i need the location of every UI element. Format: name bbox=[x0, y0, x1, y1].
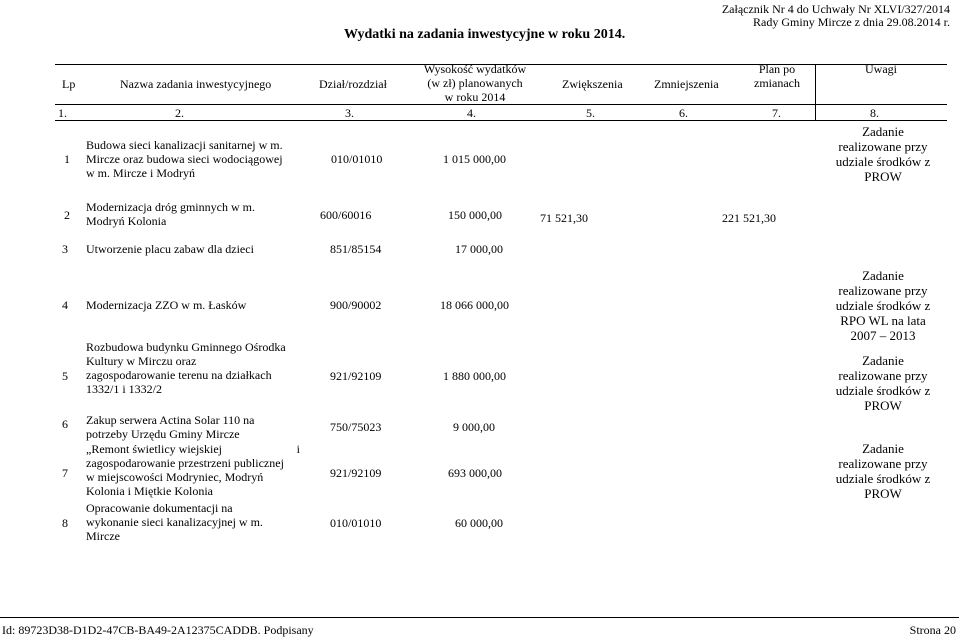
row4-notes-line5: 2007 – 2013 bbox=[850, 328, 916, 343]
row5-notes-line1: Zadanie bbox=[862, 353, 904, 368]
row3-lp: 3 bbox=[62, 242, 68, 256]
row1-division: 010/01010 bbox=[331, 152, 383, 166]
row6-lp: 6 bbox=[62, 417, 68, 431]
row4-amount: 18 066 000,00 bbox=[440, 298, 509, 312]
page-title: Wydatki na zadania inwestycyjne w roku 2014. bbox=[344, 27, 626, 42]
col-number-5: 5. bbox=[586, 106, 595, 120]
row7-amount: 693 000,00 bbox=[448, 466, 502, 480]
row3-division: 851/85154 bbox=[330, 242, 382, 256]
col-header-increase: Zwiększenia bbox=[562, 77, 623, 91]
row7-notes-line4: PROW bbox=[864, 486, 902, 501]
numbers-bottom-rule bbox=[55, 120, 947, 121]
row7-notes-line2: realizowane przy bbox=[838, 456, 928, 471]
row5-name bbox=[86, 340, 286, 396]
row7-name-line3: w miejscowości Modryniec, Modryń bbox=[86, 470, 264, 484]
row7-notes bbox=[820, 441, 946, 501]
row4-lp: 4 bbox=[62, 298, 68, 312]
row4-notes-line3: udziale środków z bbox=[835, 298, 931, 313]
row6-amount: 9 000,00 bbox=[453, 420, 495, 434]
row7-name bbox=[86, 442, 300, 498]
row5-division: 921/92109 bbox=[330, 369, 382, 383]
col-header-amount-line3: w roku 2014 bbox=[444, 90, 506, 104]
row5-notes-line4: PROW bbox=[864, 398, 902, 413]
col-header-amount-line2: (w zł) planowanych bbox=[427, 76, 523, 90]
col-header-after-line2: zmianach bbox=[754, 76, 800, 90]
row5-notes bbox=[820, 353, 946, 413]
col-header-amount bbox=[415, 62, 535, 104]
col-number-1: 1. bbox=[58, 106, 67, 120]
header-bottom-rule bbox=[55, 104, 947, 105]
col-number-7: 7. bbox=[772, 106, 781, 120]
row1-amount: 1 015 000,00 bbox=[443, 152, 506, 166]
row4-notes-line1: Zadanie bbox=[862, 268, 904, 283]
row4-name: Modernizacja ZZO w m. Łasków bbox=[86, 298, 247, 312]
row1-name-line2: Mircze oraz budowa sieci wodociągowej bbox=[86, 152, 283, 166]
col-header-division: Dział/rozdział bbox=[319, 77, 387, 91]
row6-division: 750/75023 bbox=[330, 420, 382, 434]
col-number-4: 4. bbox=[467, 106, 476, 120]
row2-amount: 150 000,00 bbox=[448, 208, 502, 222]
row6-name-line1: Zakup serwera Actina Solar 110 na bbox=[86, 413, 255, 427]
row5-amount: 1 880 000,00 bbox=[443, 369, 506, 383]
row7-name-line1b: i bbox=[296, 442, 300, 456]
row7-division: 921/92109 bbox=[330, 466, 382, 480]
row7-name-line1-row bbox=[86, 442, 300, 456]
row1-name-line3: w m. Mircze i Modryń bbox=[86, 166, 195, 180]
row4-notes-line2: realizowane przy bbox=[838, 283, 928, 298]
row4-division: 900/90002 bbox=[330, 298, 382, 312]
row5-lp: 5 bbox=[62, 369, 68, 383]
row5-name-line1: Rozbudowa budynku Gminnego Ośrodka bbox=[86, 340, 286, 354]
col-header-after bbox=[745, 62, 809, 90]
row1-lp: 1 bbox=[64, 152, 70, 166]
col-header-lp: Lp bbox=[62, 77, 76, 91]
row2-name bbox=[86, 200, 255, 228]
row5-notes-line2: realizowane przy bbox=[838, 368, 928, 383]
row2-division: 600/60016 bbox=[320, 208, 372, 222]
row8-division: 010/01010 bbox=[330, 516, 382, 530]
col-number-3: 3. bbox=[345, 106, 354, 120]
row8-name bbox=[86, 501, 263, 543]
col-header-after-line1: Plan po bbox=[758, 62, 796, 76]
row8-name-line3: Mircze bbox=[86, 529, 120, 543]
row5-name-line3: zagospodarowanie terenu na działkach bbox=[86, 368, 272, 382]
row7-name-line4: Kolonia i Miętkie Kolonia bbox=[86, 484, 213, 498]
col-header-notes: Uwagi bbox=[865, 62, 897, 76]
footer-page-number: Strona 20 bbox=[909, 623, 956, 637]
annex-reference-line2: Rady Gminy Mircze z dnia 29.08.2014 r. bbox=[753, 15, 950, 29]
row6-name-line2: potrzeby Urzędu Gminy Mircze bbox=[86, 427, 240, 441]
row1-notes-line3: udziale środków z bbox=[835, 154, 931, 169]
footer-rule bbox=[0, 617, 959, 618]
row3-amount: 17 000,00 bbox=[455, 242, 503, 256]
col-header-decrease: Zmniejszenia bbox=[654, 77, 719, 91]
row7-notes-line1: Zadanie bbox=[862, 441, 904, 456]
row2-increase: 71 521,30 bbox=[540, 211, 588, 225]
row4-notes bbox=[820, 268, 946, 343]
col-number-8: 8. bbox=[870, 106, 879, 120]
notes-column-divider bbox=[815, 64, 816, 121]
row1-name-line1: Budowa sieci kanalizacji sanitarnej w m. bbox=[86, 138, 283, 152]
row1-name bbox=[86, 138, 283, 180]
row8-amount: 60 000,00 bbox=[455, 516, 503, 530]
row8-name-line1: Opracowanie dokumentacji na bbox=[86, 501, 233, 515]
row1-notes bbox=[820, 124, 946, 184]
col-number-2: 2. bbox=[175, 106, 184, 120]
row1-notes-line4: PROW bbox=[864, 169, 902, 184]
row8-lp: 8 bbox=[62, 516, 68, 530]
row7-lp: 7 bbox=[62, 466, 68, 480]
col-number-6: 6. bbox=[679, 106, 688, 120]
row1-notes-line1: Zadanie bbox=[862, 124, 904, 139]
row5-name-line4: 1332/1 i 1332/2 bbox=[86, 382, 163, 396]
footer-document-id: Id: 89723D38-D1D2-47CB-BA49-2A12375CADDB. Podpisany bbox=[2, 623, 314, 637]
row7-name-line1: „Remont świetlicy wiejskiej bbox=[86, 442, 222, 456]
row2-lp: 2 bbox=[64, 208, 70, 222]
annex-reference-line1: Załącznik Nr 4 do Uchwały Nr XLVI/327/2014 bbox=[721, 2, 950, 16]
row1-notes-line2: realizowane przy bbox=[838, 139, 928, 154]
row2-after: 221 521,30 bbox=[722, 211, 776, 225]
row4-notes-line4: RPO WL na lata bbox=[840, 313, 926, 328]
col-header-name: Nazwa zadania inwestycyjnego bbox=[120, 77, 272, 91]
row2-name-line2: Modryń Kolonia bbox=[86, 214, 167, 228]
row5-notes-line3: udziale środków z bbox=[835, 383, 931, 398]
row7-notes-line3: udziale środków z bbox=[835, 471, 931, 486]
row3-name: Utworzenie placu zabaw dla dzieci bbox=[86, 242, 254, 256]
row6-name bbox=[86, 413, 255, 441]
row5-name-line2: Kultury w Mirczu oraz bbox=[86, 354, 197, 368]
col-header-amount-line1: Wysokość wydatków bbox=[423, 62, 527, 76]
row8-name-line2: wykonanie sieci kanalizacyjnej w m. bbox=[86, 515, 263, 529]
row7-name-line2: zagospodarowanie przestrzeni publicznej bbox=[86, 456, 284, 470]
row2-name-line1: Modernizacja dróg gminnych w m. bbox=[86, 200, 255, 214]
